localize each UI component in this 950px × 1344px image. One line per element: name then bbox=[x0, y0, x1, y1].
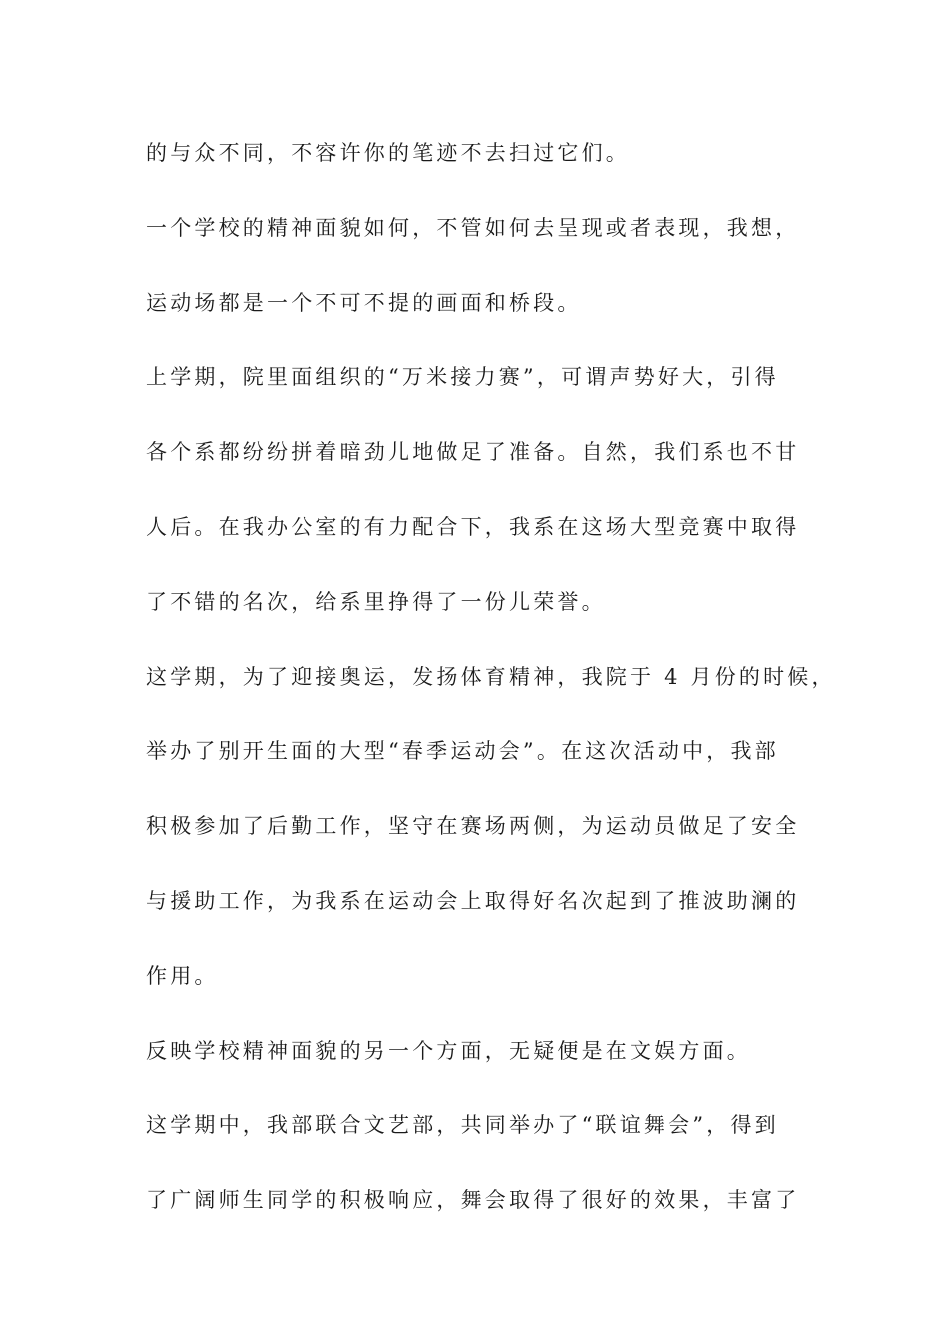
text-line-2: 一个学校的精神面貌如何，不管如何去呈现或者表现，我想， bbox=[146, 215, 800, 240]
text-line-11: 与援助工作，为我系在运动会上取得好名次起到了推波助澜的 bbox=[146, 888, 800, 913]
text-line-10: 积极参加了后勤工作，坚守在赛场两侧，为运动员做足了安全 bbox=[146, 814, 800, 839]
text-line-13: 反映学校精神面貌的另一个方面，无疑便是在文娱方面。 bbox=[146, 1038, 751, 1063]
text-line-12: 作用。 bbox=[146, 963, 219, 988]
text-line-9: 举办了别开生面的大型“春季运动会”。在这次活动中，我部 bbox=[146, 739, 779, 764]
text-line-6: 人后。在我办公室的有力配合下，我系在这场大型竞赛中取得 bbox=[146, 514, 800, 539]
text-line-4: 上学期，院里面组织的“万米接力赛”，可谓声势好大，引得 bbox=[146, 365, 779, 390]
body-text bbox=[146, 133, 836, 1255]
text-line-8: 这学期，为了迎接奥运，发扬体育精神，我院于 4 月份的时候， bbox=[146, 664, 836, 689]
text-line-5: 各个系都纷纷拼着暗劲儿地做足了准备。自然，我们系也不甘 bbox=[146, 440, 800, 465]
text-line-1: 的与众不同，不容许你的笔迹不去扫过它们。 bbox=[146, 141, 630, 165]
text-line-15: 了广阔师生同学的积极响应，舞会取得了很好的效果，丰富了 bbox=[146, 1188, 800, 1213]
text-line-14: 这学期中，我部联合文艺部，共同举办了“联谊舞会”，得到 bbox=[146, 1113, 779, 1138]
text-line-3: 运动场都是一个不可不提的画面和桥段。 bbox=[146, 290, 582, 315]
text-line-7: 了不错的名次，给系里挣得了一份儿荣誉。 bbox=[146, 589, 606, 614]
